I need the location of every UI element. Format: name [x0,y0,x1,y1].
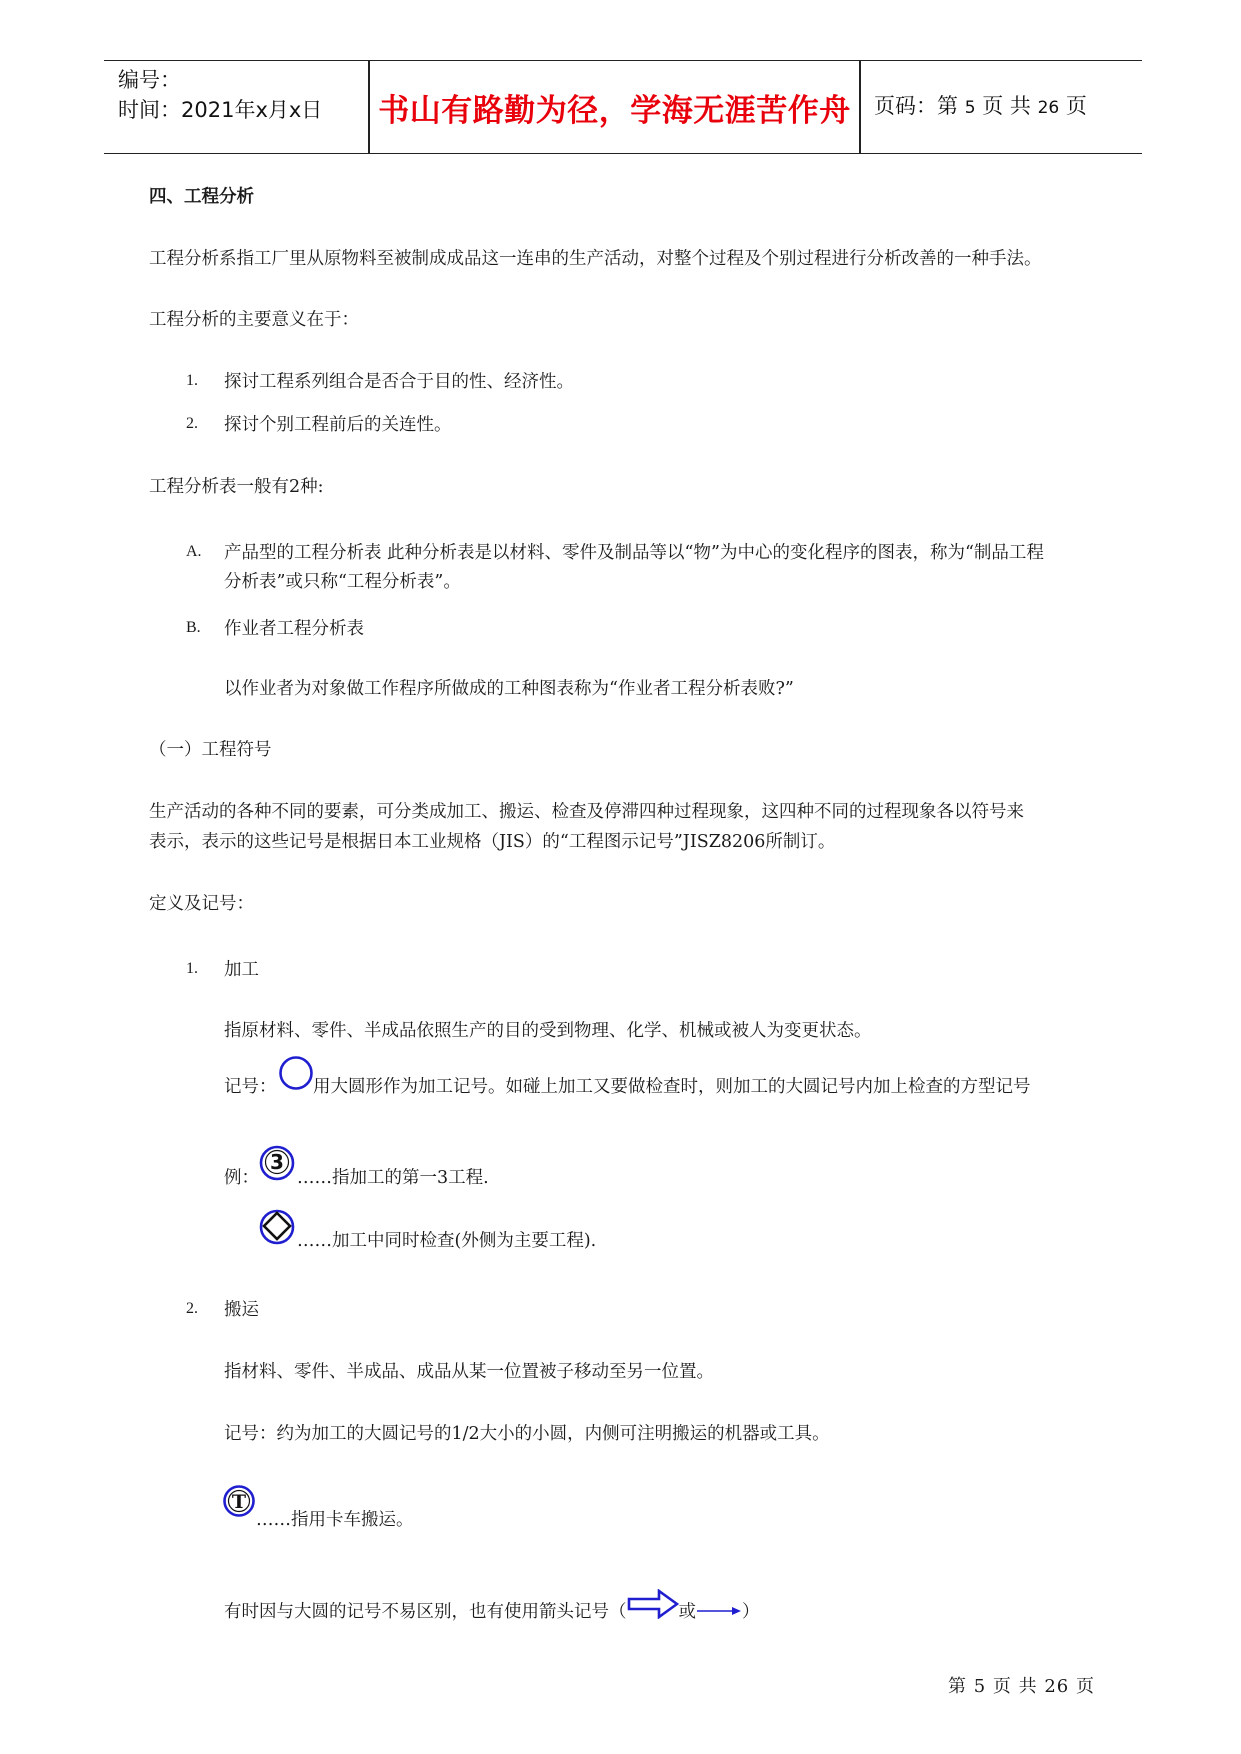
list-number: 1. [186,960,198,977]
symbols-description: 生产活动的各种不同的要素，可分类成加工、搬运、检查及停滞四种过程现象，这四种不同的过程现象各以符号来 [149,802,1024,822]
symbol-description: 用大圆形作为加工记号。如碰上加工又要做检查时，则加工的大圆记号内加上检查的方型记号 [313,1077,1031,1097]
symbols-description-continuation: 表示，表示的这些记号是根据日本工业规格（JIS）的“工程图示记号”JISZ8206所制订。 [149,832,836,852]
large-circle-icon [278,1055,314,1091]
list-item-detail: 以作业者为对象做工作程序所做成的工种图表称为“作业者工程分析表败?” [224,679,794,699]
time-label: 时间：2021年x月x日 [118,98,323,122]
arrow-text-pre: 有时因与大圆的记号不易区别，也有使用箭头记号（ [224,1602,627,1622]
tables-intro: 工程分析表一般有2种: [149,477,324,497]
list-item: 产品型的工程分析表 此种分析表是以材料、零件及制品等以“物”为中心的变化程序的图表，称为“制品工程 [224,543,1044,563]
example-text: ……加工中同时检查(外侧为主要工程). [297,1231,597,1251]
item-title: 搬运 [224,1300,259,1320]
list-item-continuation: 分析表”或只称“工程分析表”。 [224,572,461,592]
meaning-intro: 工程分析的主要意义在于： [149,310,359,330]
intro-paragraph: 工程分析系指工厂里从原物料至被制成成品这一连串的生产活动，对整个过程及个别过程进行分析改善的一种手法。 [149,249,1042,269]
header-motto: 书山有路勤为径，学海无涯苦作舟 [378,93,851,129]
example-label: 例： [224,1168,259,1188]
list-item: 探讨工程系列组合是否合于目的性、经济性。 [224,372,574,392]
list-number: 2. [186,1300,198,1317]
symbol-description: 记号：约为加工的大圆记号的1/2大小的小圆，内侧可注明搬运的机器或工具。 [224,1424,830,1444]
numbered-circle-icon [258,1144,296,1182]
example-text: ……指用卡车搬运。 [256,1510,414,1530]
page-total: 26 [1037,98,1060,118]
item-title: 加工 [224,960,259,980]
list-letter: A. [186,543,202,560]
definition-intro: 定义及记号： [149,894,254,914]
arrow-text-post: ） [742,1602,760,1622]
list-number: 2. [186,415,198,432]
list-number: 1. [186,372,198,389]
transport-circle-icon [222,1484,256,1518]
list-item: 作业者工程分析表 [224,619,364,639]
item-description: 指原材料、零件、半成品依照生产的目的受到物理、化学、机械或被人为变更状态。 [224,1021,872,1041]
example-letter: T [231,1491,247,1513]
page-header [104,60,1142,154]
page-suffix: 页 [1065,94,1087,118]
page-mid: 页 共 [982,94,1031,118]
page-prefix: 页码：第 [874,94,958,118]
page-current: 5 [964,98,976,118]
item-description: 指材料、零件、半成品、成品从某一位置被子移动至另一位置。 [224,1362,714,1382]
line-arrow-icon [696,1601,742,1617]
example-digit: 3 [270,1150,284,1174]
section-heading: 四、工程分析 [149,187,254,207]
list-item: 探讨个别工程前后的关连性。 [224,415,452,435]
example-text: ……指加工的第一3工程. [297,1168,489,1188]
number-label: 编号： [118,68,181,92]
header-left [118,65,322,125]
hollow-arrow-icon [627,1589,679,1619]
header-page-number [874,90,1087,120]
diamond-circle-icon [258,1208,296,1246]
page-footer: 第 5 页 共 26 页 [948,1676,1095,1697]
arrow-description [224,1589,760,1627]
arrow-or: 或 [678,1602,696,1622]
header-divider [859,61,861,153]
symbol-label: 记号： [224,1077,277,1097]
subsection-heading: （一）工程符号 [149,740,272,760]
list-letter: B. [186,619,201,636]
